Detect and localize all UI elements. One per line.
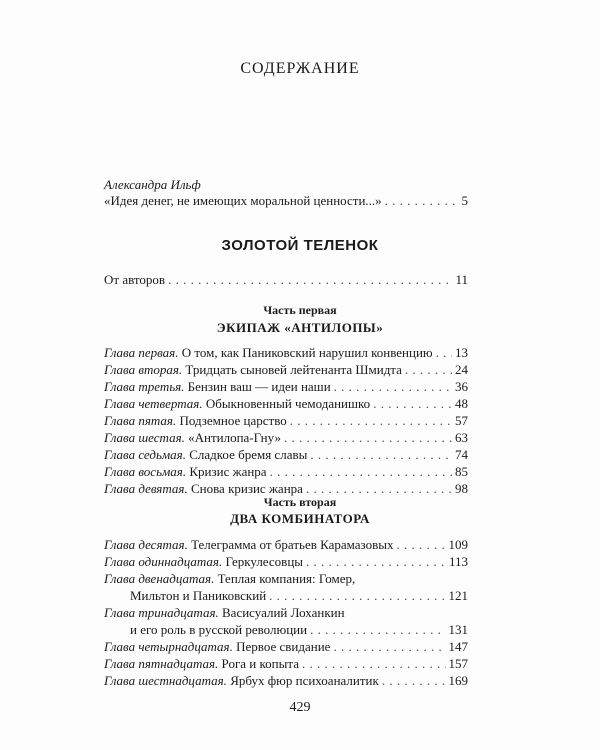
leader-dots [302,656,446,672]
chapter-title: Тридцать сыновей лейтенанта Шмидта [185,362,402,377]
toc-entry[interactable] [104,345,468,361]
chapter-title-cont: Мильтон и Паниковский [130,588,267,603]
leader-dots [290,413,452,429]
toc-entry[interactable] [104,537,468,553]
chapter-page: 147 [448,639,468,654]
leader-dots [405,362,452,378]
chapter-label: Глава десятая. [104,537,188,552]
leader-dots [385,193,459,209]
toc-entry-cont[interactable] [130,622,468,638]
chapter-title: Подземное царство [179,413,287,428]
chapter-title: Теплая компания: Гомер, [217,571,356,586]
toc-entry[interactable] [104,656,468,672]
toc-entry-intro[interactable] [104,193,468,209]
chapter-title: Снова кризис жанра [190,481,303,496]
chapter-label: Глава шестая. [104,430,185,445]
toc-entry[interactable] [104,379,468,395]
chapter-label: Глава девятая. [104,481,188,496]
chapter-label: Глава третья. [104,379,185,394]
toc-entry-title: «Идея денег, не имеющих моральной ценности...» [104,193,382,208]
toc-entry-page: 5 [461,193,468,208]
toc-entry[interactable] [104,464,468,480]
toc-entry[interactable] [104,396,468,412]
leader-dots [382,673,446,689]
toc-entry-page: 11 [455,272,468,287]
chapter-title: Обыкновенный чемоданишко [205,396,371,411]
chapter-label: Глава четырнадцатая. [104,639,233,654]
chapter-label: Глава восьмая. [104,464,187,479]
chapter-label: Глава четвертая. [104,396,203,411]
book-title: ЗОЛОТОЙ ТЕЛЕНОК [221,237,379,254]
chapter-label: Глава двенадцатая. [104,571,215,586]
chapter-title: «Антилопа-Гну» [188,430,281,445]
chapter-label: Глава пятая. [104,413,177,428]
leader-dots [310,447,452,463]
chapter-title: Ярбух фюр психоаналитик [230,673,379,688]
chapter-title: Бензин ваш — идеи наши [187,379,331,394]
leader-dots [284,430,452,446]
chapter-page: 63 [455,430,468,445]
chapter-title: Рога и копыта [221,656,299,671]
chapter-label: Глава тринадцатая. [104,605,219,620]
leader-dots [333,639,445,655]
chapter-title: Телеграмма от братьев Карамазовых [191,537,394,552]
chapter-page: 85 [455,464,468,479]
leader-dots [306,554,446,570]
chapter-label: Глава пятнадцатая. [104,656,219,671]
part2-label: Часть вторая [263,495,337,509]
part2-title: ДВА КОМБИНАТОРА [230,511,370,526]
chapter-page: 57 [455,413,468,428]
leader-dots [397,537,446,553]
chapter-title-cont: и его роль в русской революции [130,622,308,637]
chapter-page: 98 [455,481,468,496]
chapter-label: Глава шестнадцатая. [104,673,227,688]
chapter-title: Сладкое бремя славы [189,447,308,462]
toc-entry[interactable] [104,430,468,446]
leader-dots [270,464,452,480]
toc-entry[interactable] [104,571,468,587]
part1-title: ЭКИПАЖ «АНТИЛОПЫ» [216,320,384,335]
toc-entry-title: От авторов [104,272,166,287]
chapter-page: 121 [448,588,468,603]
leader-dots [373,396,452,412]
chapter-page: 109 [448,537,468,552]
leader-dots [436,345,452,361]
chapter-page: 13 [455,345,468,360]
intro-author: Александра Ильф [104,177,201,192]
chapter-page: 36 [455,379,468,394]
chapter-title: Васисуалий Лоханкин [222,605,345,620]
part1-label: Часть первая [263,303,337,317]
chapter-page: 74 [455,447,468,462]
toc-entry-from-authors[interactable] [104,272,468,288]
chapter-page: 113 [448,554,468,569]
chapter-label: Глава седьмая. [104,447,186,462]
toc-entry[interactable] [104,447,468,463]
chapter-title: Геркулесовцы [225,554,304,569]
chapter-title: Первое свидание [236,639,331,654]
chapter-label: Глава одиннадцатая. [104,554,223,569]
toc-entry[interactable] [104,605,468,621]
leader-dots [269,588,445,604]
toc-entry-cont[interactable] [130,588,468,604]
toc-entry[interactable] [104,673,468,689]
toc-entry[interactable] [104,413,468,429]
toc-entry[interactable] [104,362,468,378]
leader-dots [168,272,452,288]
chapter-page: 169 [448,673,468,688]
chapter-page: 24 [455,362,468,377]
chapter-label: Глава вторая. [104,362,183,377]
toc-entry[interactable] [104,554,468,570]
chapter-title: Кризис жанра [189,464,267,479]
page-title: СОДЕРЖАНИЕ [240,60,360,77]
leader-dots [334,379,452,395]
chapter-page: 131 [448,622,468,637]
page-number: 429 [289,700,311,715]
chapter-label: Глава первая. [104,345,179,360]
chapter-page: 48 [455,396,468,411]
toc-entry[interactable] [104,639,468,655]
chapter-title: О том, как Паниковский нарушил конвенцию [181,345,433,360]
leader-dots [310,622,445,638]
chapter-page: 157 [448,656,468,671]
